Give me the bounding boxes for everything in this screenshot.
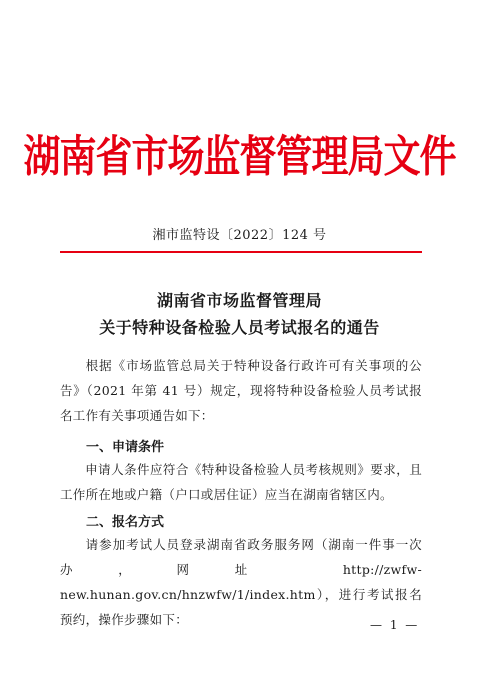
masthead-title: 湖南省市场监督管理局文件	[23, 131, 456, 183]
notice-title-line2: 关于特种设备检验人员考试报名的通告	[99, 318, 380, 337]
red-divider	[60, 251, 422, 253]
method-text: 请参加考试人员登录湖南省政务服务网（湖南一件事一次办，网址 http://zwfw-new.hunan.gov.cn/hnzwfw/1/index.htm），进行考试报名预约，操作步骤如下：	[60, 537, 422, 627]
intro-text: 根据《市场监管总局关于特种设备行政许可有关事项的公告》（2021 年第 41 号）规定，现将特种设备检验人员考试报名工作有关事项通告如下：	[60, 358, 422, 423]
method-paragraph	[60, 532, 422, 632]
section-heading-conditions: 一、申请条件	[86, 440, 165, 455]
notice-title-line1: 湖南省市场监督管理局	[156, 291, 322, 310]
page-number: — 1 —	[370, 618, 420, 632]
intro-paragraph	[60, 353, 422, 428]
conditions-text: 申请人条件应符合《特种设备检验人员考核规则》要求，且工作所在地或户籍（户口或居住证）应当在湖南省辖区内。	[60, 462, 422, 502]
document-number: 湘市监特设〔2022〕124 号	[152, 228, 327, 243]
section-heading-method: 二、报名方式	[86, 515, 165, 530]
conditions-paragraph	[60, 457, 422, 507]
